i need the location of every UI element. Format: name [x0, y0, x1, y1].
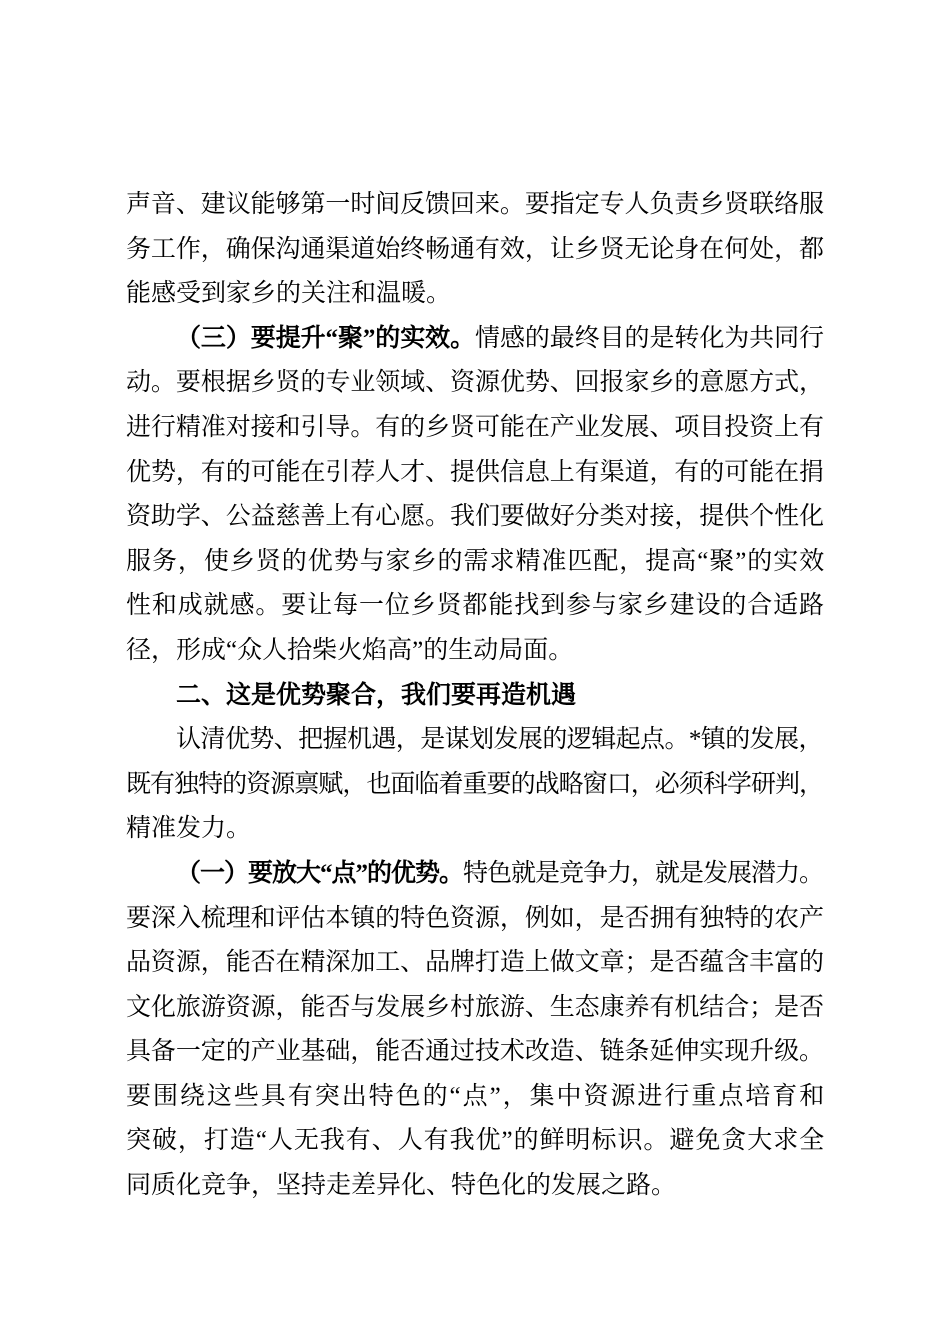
line-runs — [126, 495, 824, 540]
text-line — [126, 361, 824, 406]
paragraph-end-line — [126, 1164, 824, 1209]
text-line — [126, 584, 824, 629]
line-runs — [126, 1075, 826, 1120]
text-line — [126, 228, 824, 273]
line-runs — [126, 451, 824, 496]
text-run: 既有独特的资源禀赋，也面临着重要的战略窗口，必须科学研判， — [126, 770, 824, 798]
text-run: 认清优势、把握机遇，是谋划发展的逻辑起点。*镇的发展， — [176, 726, 823, 754]
text-run: 情感的最终目的是转化为共同行 — [475, 324, 824, 352]
line-runs — [126, 228, 824, 273]
text-line — [126, 451, 824, 496]
bold-run: （一）要放大“点”的优势。 — [176, 859, 464, 887]
paragraph-end-line — [126, 629, 824, 674]
line-runs — [126, 540, 825, 585]
document-content — [126, 183, 827, 1209]
text-run: 同质化竞争，坚持走差异化、特色化的发展之路。 — [126, 1172, 677, 1200]
subsection-heading-1-line — [126, 852, 824, 897]
text-run: 务工作，确保沟通渠道始终畅通有效，让乡贤无论身在何处，都 — [126, 235, 824, 263]
bold-run: （三）要提升“聚”的实效。 — [176, 324, 476, 352]
text-run: 径，形成“众人拾柴火焰高”的生动局面。 — [126, 636, 574, 664]
text-run: 要深入梳理和评估本镇的特色资源，例如，是否拥有独特的农产 — [126, 904, 824, 932]
line-runs — [126, 183, 824, 228]
text-run: 能感受到家乡的关注和温暖。 — [126, 280, 452, 308]
text-run: 动。要根据乡贤的专业领域、资源优势、回报家乡的意愿方式， — [126, 369, 824, 397]
line-runs — [126, 629, 573, 674]
text-run: 特色就是竞争力，就是发展潜力。 — [463, 859, 824, 887]
line-runs — [126, 361, 824, 406]
text-run: 声音、建议能够第一时间反馈回来。要指定专人负责乡贤联络服 — [126, 191, 824, 218]
paragraph-end-line — [126, 807, 824, 852]
line-runs — [126, 1164, 676, 1209]
text-run: 品资源，能否在精深加工、品牌打造上做文章；是否蕴含丰富的 — [126, 949, 824, 977]
text-run: 要围绕这些具有突出特色的“点”，集中资源进行重点培育和 — [126, 1082, 827, 1110]
bold-run: 二、这是优势聚合，我们要再造机遇 — [176, 681, 577, 709]
text-run: 性和成就感。要让每一位乡贤都能找到参与家乡建设的合适路 — [126, 592, 825, 620]
text-line — [126, 941, 824, 986]
text-run: 文化旅游资源，能否与发展乡村旅游、生态康养有机结合；是否 — [126, 993, 824, 1021]
line-runs — [176, 718, 823, 763]
line-runs — [126, 941, 824, 986]
text-run: 进行精准对接和引导。有的乡贤可能在产业发展、项目投资上有 — [126, 413, 824, 441]
line-runs — [126, 406, 824, 451]
section-2-heading — [126, 674, 824, 719]
text-line — [126, 495, 824, 540]
paragraph-end-line — [126, 272, 824, 317]
text-run: 优势，有的可能在引荐人才、提供信息上有渠道，有的可能在捐 — [126, 458, 824, 486]
text-line — [126, 763, 824, 808]
text-line — [126, 1119, 824, 1164]
text-run: 具备一定的产业基础，能否通过技术改造、链条延伸实现升级。 — [126, 1038, 824, 1066]
line-runs — [126, 1119, 825, 1164]
line-runs — [126, 763, 823, 808]
text-line — [126, 1075, 827, 1120]
text-line — [126, 986, 824, 1031]
line-runs — [126, 272, 451, 317]
line-runs — [126, 807, 251, 852]
text-line — [126, 897, 824, 942]
text-line — [126, 718, 824, 763]
text-run: 资助学、公益慈善上有心愿。我们要做好分类对接，提供个性化 — [126, 503, 824, 531]
line-runs — [126, 584, 825, 629]
text-run: 突破，打造“人无我有、人有我优”的鲜明标识。避免贪大求全 — [126, 1127, 826, 1155]
line-runs — [126, 897, 824, 942]
line-runs — [176, 674, 576, 719]
line-runs — [176, 317, 824, 362]
text-line — [126, 540, 824, 585]
text-run: 服务，使乡贤的优势与家乡的需求精准匹配，提高“聚”的实效 — [126, 547, 826, 575]
text-run: 精准发力。 — [126, 815, 252, 843]
text-line — [126, 406, 824, 451]
para-continuation-line — [126, 183, 824, 228]
line-runs — [126, 1030, 824, 1075]
subsection-heading-3-line — [126, 317, 824, 362]
line-runs — [176, 852, 823, 897]
text-line — [126, 1030, 824, 1075]
line-runs — [126, 986, 824, 1031]
